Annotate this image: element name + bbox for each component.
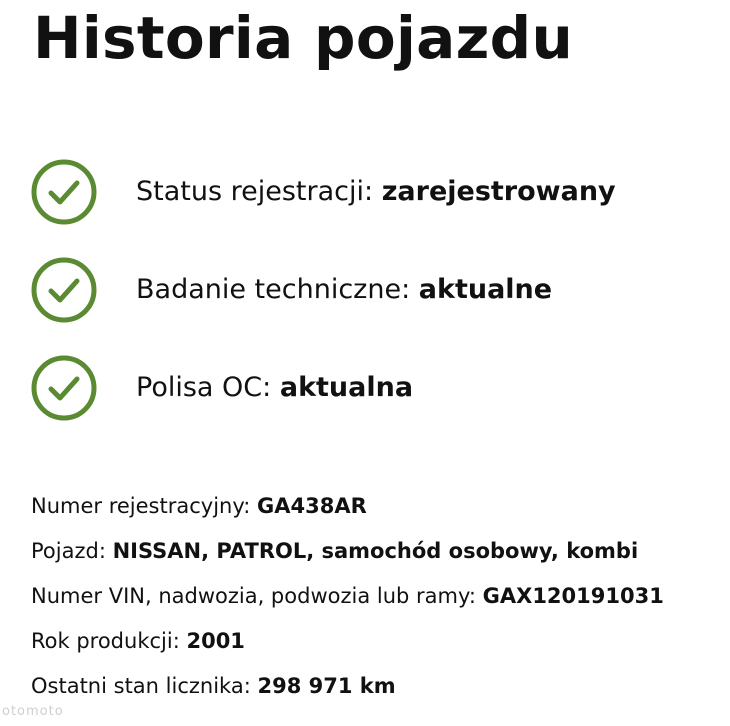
- check-circle-icon: [30, 256, 98, 324]
- vehicle-details: [31, 489, 726, 714]
- status-item-label: Badanie techniczne:: [136, 274, 411, 305]
- status-item-inspection: [30, 256, 720, 354]
- detail-production-year: [31, 624, 726, 669]
- detail-vehicle: [31, 534, 726, 579]
- detail-value: GA438AR: [257, 494, 367, 518]
- status-item-text: [136, 272, 552, 308]
- check-circle-icon: [30, 354, 98, 422]
- detail-value: GAX120191031: [482, 584, 664, 608]
- detail-label: Ostatni stan licznika:: [31, 674, 251, 698]
- status-item-registration: [30, 158, 720, 256]
- status-item-value: zarejestrowany: [381, 176, 616, 207]
- detail-value: 298 971 km: [257, 674, 396, 698]
- detail-label: Pojazd:: [31, 539, 106, 563]
- detail-vin: [31, 579, 726, 624]
- watermark: otomoto: [2, 704, 64, 719]
- detail-odometer: [31, 669, 726, 714]
- status-item-value: aktualna: [279, 372, 414, 403]
- detail-registration-number: [31, 489, 726, 534]
- detail-value: 2001: [186, 629, 245, 653]
- detail-label: Numer rejestracyjny:: [31, 494, 251, 518]
- status-item-value: aktualne: [418, 274, 553, 305]
- detail-label: Numer VIN, nadwozia, podwozia lub ramy:: [31, 584, 476, 608]
- page-title: Historia pojazdu: [33, 4, 574, 72]
- status-item-text: [136, 370, 413, 406]
- detail-label: Rok produkcji:: [31, 629, 180, 653]
- status-item-text: [136, 174, 616, 210]
- status-item-label: Status rejestracji:: [136, 176, 374, 207]
- detail-value: NISSAN, PATROL, samochód osobowy, kombi: [112, 539, 639, 563]
- status-item-insurance: [30, 354, 720, 452]
- check-circle-icon: [30, 158, 98, 226]
- status-list: [30, 158, 720, 452]
- status-item-label: Polisa OC:: [136, 372, 272, 403]
